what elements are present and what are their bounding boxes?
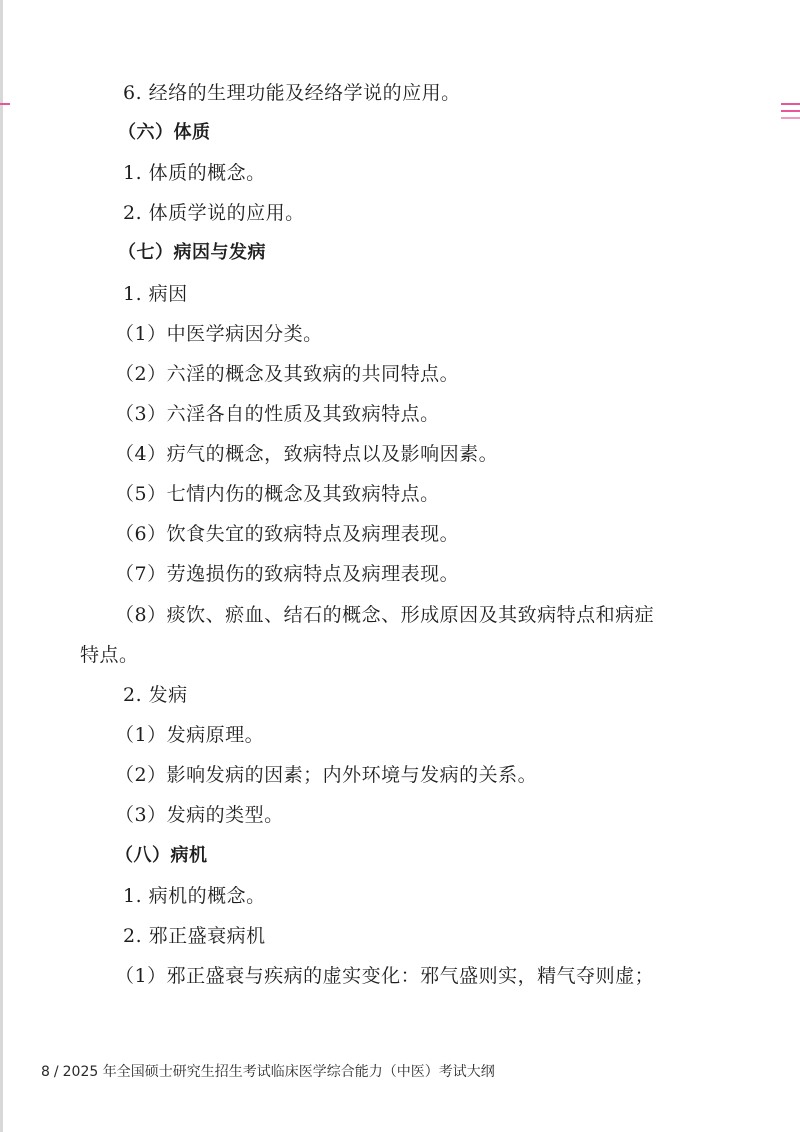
text-line: （1）发病原理。 bbox=[115, 724, 265, 746]
text-line: 1. 体质的概念。 bbox=[123, 162, 266, 184]
margin-mark bbox=[0, 103, 10, 105]
text-line: 6. 经络的生理功能及经络学说的应用。 bbox=[123, 82, 461, 104]
footer-separator: / bbox=[53, 1064, 59, 1080]
text-line: （1）中医学病因分类。 bbox=[115, 323, 323, 345]
text-line: （3）发病的类型。 bbox=[115, 804, 284, 826]
text-line: （2）影响发病的因素；内外环境与发病的关系。 bbox=[115, 764, 538, 786]
page-edge bbox=[0, 0, 3, 1132]
text-line: （1）邪正盛衰与疾病的虚实变化：邪气盛则实，精气夺则虚； bbox=[115, 965, 655, 987]
margin-mark bbox=[781, 117, 800, 119]
text-line: 特点。 bbox=[80, 644, 139, 666]
text-line: （5）七情内伤的概念及其致病特点。 bbox=[115, 483, 440, 505]
footer-title: 2025 年全国硕士研究生招生考试临床医学综合能力（中医）考试大纲 bbox=[62, 1064, 495, 1080]
text-line: （4）疠气的概念，致病特点以及影响因素。 bbox=[115, 443, 499, 465]
page-number: 8 bbox=[41, 1064, 50, 1080]
text-line: （6）饮食失宜的致病特点及病理表现。 bbox=[115, 523, 460, 545]
text-line: （2）六淫的概念及其致病的共同特点。 bbox=[115, 363, 460, 385]
page-footer bbox=[41, 1062, 495, 1082]
text-line: 2. 发病 bbox=[123, 684, 188, 706]
text-line: 1. 病机的概念。 bbox=[123, 885, 266, 907]
margin-mark bbox=[781, 110, 800, 112]
section-heading: （六）体质 bbox=[118, 122, 211, 143]
text-line: （7）劳逸损伤的致病特点及病理表现。 bbox=[115, 563, 460, 585]
text-line: （3）六淫各自的性质及其致病特点。 bbox=[115, 403, 440, 425]
text-line: 2. 邪正盛衰病机 bbox=[123, 925, 266, 947]
text-line: 1. 病因 bbox=[123, 283, 188, 305]
section-heading: （七）病因与发病 bbox=[118, 242, 266, 263]
section-heading: （八）病机 bbox=[115, 845, 208, 866]
text-line: （8）痰饮、瘀血、结石的概念、形成原因及其致病特点和病症 bbox=[115, 604, 655, 626]
text-line: 2. 体质学说的应用。 bbox=[123, 202, 305, 224]
margin-mark bbox=[781, 103, 800, 105]
